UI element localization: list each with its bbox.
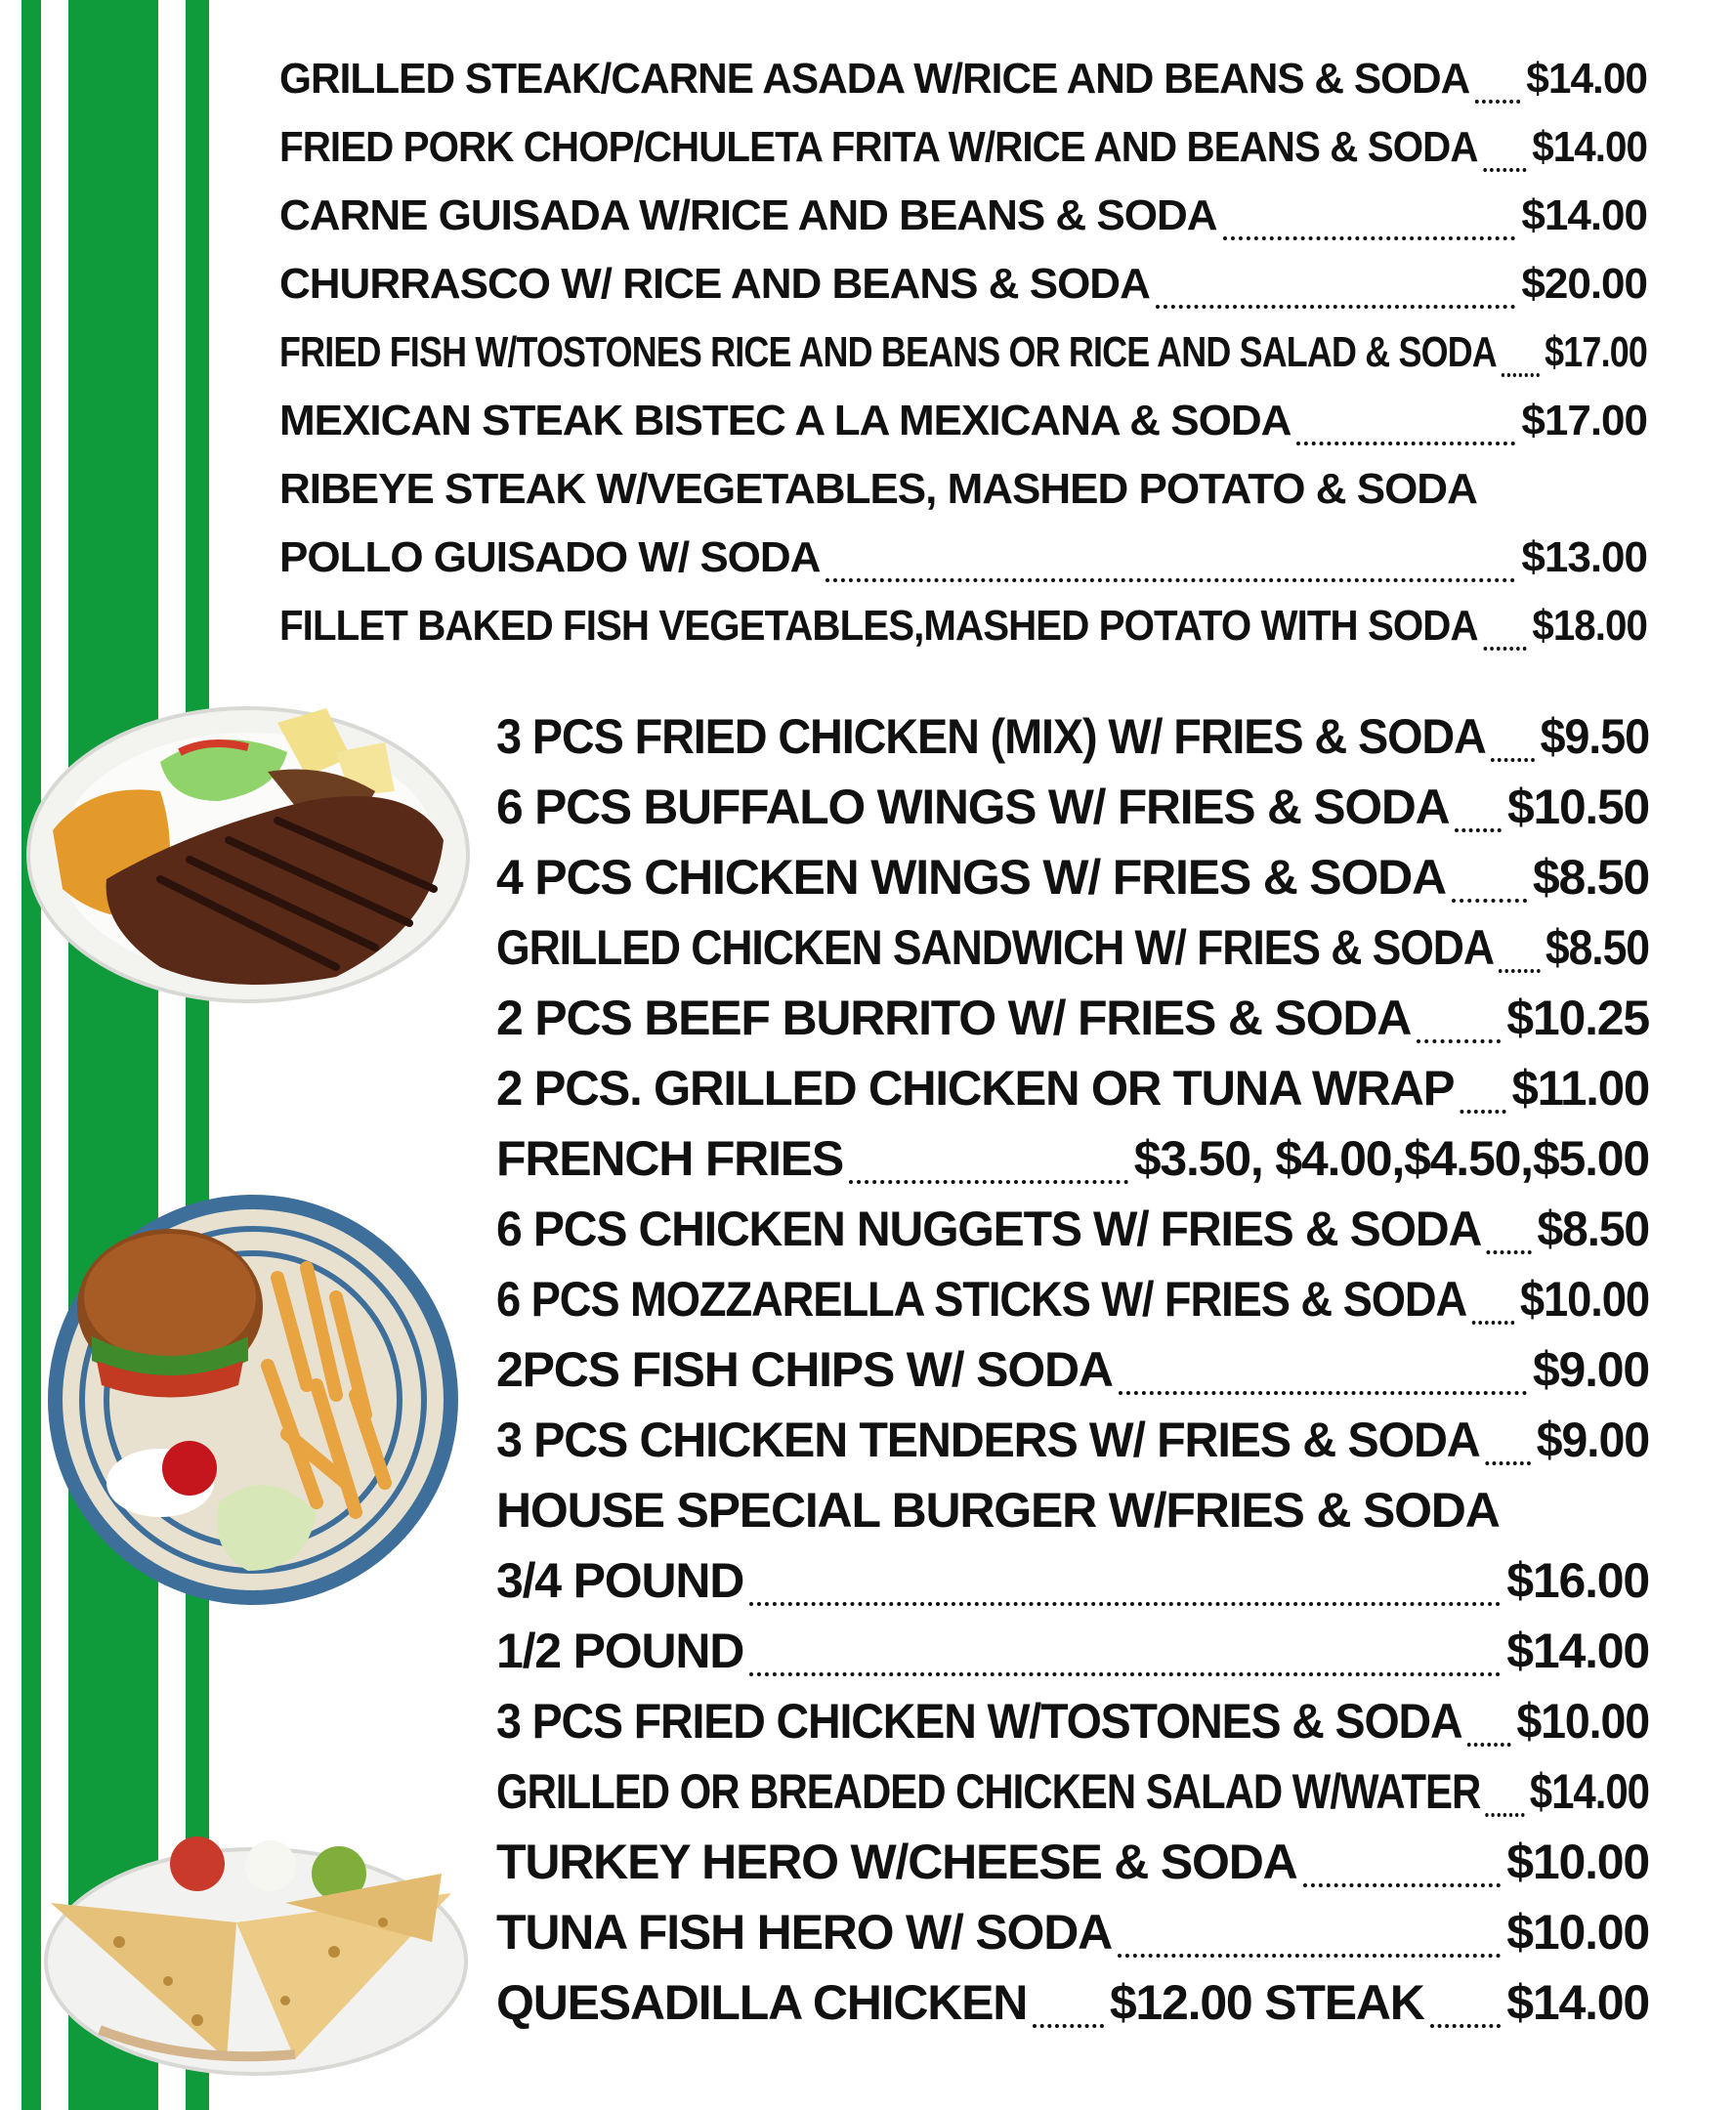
menu-item — [496, 1334, 1649, 1405]
item-name: 2 PCS BEEF BURRITO W/ FRIES & SODA — [496, 991, 1412, 1045]
menu-item — [496, 1967, 1649, 2038]
item-price: $18.00 — [1532, 602, 1647, 650]
item-name: POLLO GUISADO W/ SODA — [279, 533, 821, 581]
item-name: TURKEY HERO W/CHEESE & SODA — [496, 1835, 1297, 1889]
item-name: RIBEYE STEAK W/VEGETABLES, MASHED POTATO & SODA — [279, 465, 1477, 513]
item-name: FRIED PORK CHOP/CHULETA FRITA W/RICE AND BEANS & SODA — [279, 123, 1478, 171]
menu-item — [496, 1053, 1649, 1123]
item-price: $20.00 — [1521, 260, 1647, 308]
item-name: QUESADILLA CHICKEN — [496, 1975, 1028, 2030]
item-price: $10.25 — [1506, 991, 1649, 1045]
menu-item — [496, 912, 1649, 983]
item-name: GRILLED OR BREADED CHICKEN SALAD W/WATER — [496, 1764, 1481, 1819]
item-name: 3 PCS CHICKEN TENDERS W/ FRIES & SODA — [496, 1413, 1480, 1467]
item-price: $8.50 — [1537, 1202, 1649, 1256]
dot-leader — [1475, 100, 1520, 104]
dot-leader — [1502, 373, 1540, 377]
item-price: $10.00 — [1516, 1694, 1649, 1749]
menu-item — [496, 1405, 1649, 1475]
menu-item — [496, 701, 1649, 772]
item-price: $17.00 — [1521, 397, 1647, 444]
dot-leader — [749, 1602, 1501, 1606]
green-stripe-3 — [186, 0, 209, 2110]
menu-item — [496, 1616, 1649, 1686]
item-price: $14.00 — [1521, 191, 1647, 239]
item-name: FILLET BAKED FISH VEGETABLES,MASHED POTATO WITH SODA — [279, 602, 1478, 650]
item-price: $14.00 — [1526, 55, 1647, 103]
dot-leader — [1483, 647, 1527, 651]
menu-item — [496, 1686, 1649, 1756]
dot-leader — [1499, 969, 1540, 973]
green-stripe-1 — [21, 0, 41, 2110]
item-price: $10.00 — [1519, 1272, 1649, 1327]
menu-item — [496, 1756, 1649, 1827]
item-name: 2 PCS. GRILLED CHICKEN OR TUNA WRAP — [496, 1061, 1455, 1116]
dot-leader — [1485, 1813, 1524, 1817]
item-price: $9.50 — [1540, 709, 1649, 764]
menu-item — [496, 1264, 1649, 1334]
item-price: $8.50 — [1545, 920, 1649, 975]
menu-item — [496, 1827, 1649, 1897]
item-price: $10.50 — [1507, 780, 1649, 834]
dot-leader — [1303, 1883, 1502, 1887]
item-price: $14.00 — [1529, 1764, 1649, 1819]
dot-leader — [1491, 758, 1534, 762]
item-price: $14.00 — [1532, 123, 1647, 171]
green-stripe-2 — [68, 0, 158, 2110]
menu-item — [496, 1194, 1649, 1264]
menu-item — [496, 1545, 1649, 1616]
item-price: $16.00 — [1506, 1553, 1649, 1608]
dot-leader — [1467, 1743, 1511, 1747]
dot-leader — [1485, 1461, 1530, 1465]
item-name: TUNA FISH HERO W/ SODA — [496, 1905, 1113, 1960]
item-price: $11.00 — [1511, 1061, 1649, 1116]
dot-leader — [1430, 2024, 1502, 2028]
item-price: $14.00 — [1506, 1975, 1650, 2030]
item-name: FRENCH FRIES — [496, 1131, 844, 1186]
item-price: $10.00 — [1506, 1905, 1649, 1960]
item-name: 6 PCS MOZZARELLA STICKS W/ FRIES & SODA — [496, 1272, 1467, 1327]
dot-leader — [749, 1672, 1501, 1676]
item-price-mid: $12.00 STEAK — [1109, 1975, 1424, 2030]
top-menu-list — [279, 45, 1647, 660]
dot-leader — [1417, 1039, 1501, 1043]
item-name: CHURRASCO W/ RICE AND BEANS & SODA — [279, 260, 1150, 308]
menu-item-heading — [496, 1475, 1649, 1545]
dot-leader — [1156, 305, 1516, 309]
item-name: 3 PCS FRIED CHICKEN W/TOSTONES & SODA — [496, 1694, 1462, 1749]
dot-leader — [1296, 442, 1515, 445]
dot-leader — [1223, 236, 1516, 240]
item-price: $8.50 — [1532, 850, 1649, 905]
dot-leader — [1472, 1321, 1515, 1325]
item-name: 2PCS FISH CHIPS W/ SODA — [496, 1342, 1113, 1397]
item-name: 1/2 POUND — [496, 1624, 744, 1678]
menu-item — [279, 113, 1647, 182]
item-price: $13.00 — [1521, 533, 1647, 581]
menu-item — [279, 387, 1647, 455]
dot-leader — [1487, 1250, 1532, 1254]
item-price: $17.00 — [1545, 328, 1647, 376]
menu-item — [496, 983, 1649, 1053]
item-name: 3/4 POUND — [496, 1553, 744, 1608]
item-price: $10.00 — [1506, 1835, 1649, 1889]
item-name: MEXICAN STEAK BISTEC A LA MEXICANA & SODA — [279, 397, 1291, 444]
item-name: GRILLED STEAK/CARNE ASADA W/RICE AND BEANS & SODA — [279, 55, 1470, 103]
bottom-menu-list — [496, 701, 1649, 2038]
menu-item — [496, 772, 1649, 842]
dot-leader — [826, 578, 1515, 582]
item-name: HOUSE SPECIAL BURGER W/FRIES & SODA — [496, 1483, 1500, 1538]
item-price: $3.50, $4.00,$4.50,$5.00 — [1133, 1131, 1649, 1186]
item-price: $9.00 — [1532, 1342, 1649, 1397]
menu-item — [279, 592, 1647, 660]
quesadilla-plate-image — [41, 1835, 471, 2079]
dot-leader — [849, 1180, 1128, 1184]
item-name: GRILLED CHICKEN SANDWICH W/ FRIES & SODA — [496, 920, 1494, 975]
dot-leader — [1483, 168, 1527, 172]
item-price: $9.00 — [1536, 1413, 1649, 1467]
dot-leader — [1118, 1954, 1501, 1958]
menu-item — [496, 842, 1649, 912]
menu-item — [279, 318, 1647, 387]
steak-plate-image — [14, 684, 473, 1016]
menu-item-heading — [279, 455, 1647, 524]
item-name: FRIED FISH W/TOSTONES RICE AND BEANS OR RICE AND SALAD & SODA — [279, 328, 1497, 376]
menu-item — [279, 524, 1647, 592]
item-name: 3 PCS FRIED CHICKEN (MIX) W/ FRIES & SODA — [496, 709, 1486, 764]
menu-item — [279, 250, 1647, 318]
item-name: 6 PCS CHICKEN NUGGETS W/ FRIES & SODA — [496, 1202, 1482, 1256]
dot-leader — [1452, 899, 1527, 903]
dot-leader — [1460, 1110, 1505, 1114]
menu-item — [496, 1123, 1649, 1194]
dot-leader — [1119, 1391, 1527, 1395]
dot-leader — [1033, 2024, 1104, 2028]
item-price: $14.00 — [1506, 1624, 1649, 1678]
item-name: 4 PCS CHICKEN WINGS W/ FRIES & SODA — [496, 850, 1446, 905]
dot-leader — [1455, 828, 1502, 832]
menu-item — [496, 1897, 1649, 1967]
menu-item — [279, 45, 1647, 113]
item-name: 6 PCS BUFFALO WINGS W/ FRIES & SODA — [496, 780, 1450, 834]
burger-plate-image — [43, 1190, 463, 1610]
menu-item — [279, 182, 1647, 250]
item-name: CARNE GUISADA W/RICE AND BEANS & SODA — [279, 191, 1217, 239]
